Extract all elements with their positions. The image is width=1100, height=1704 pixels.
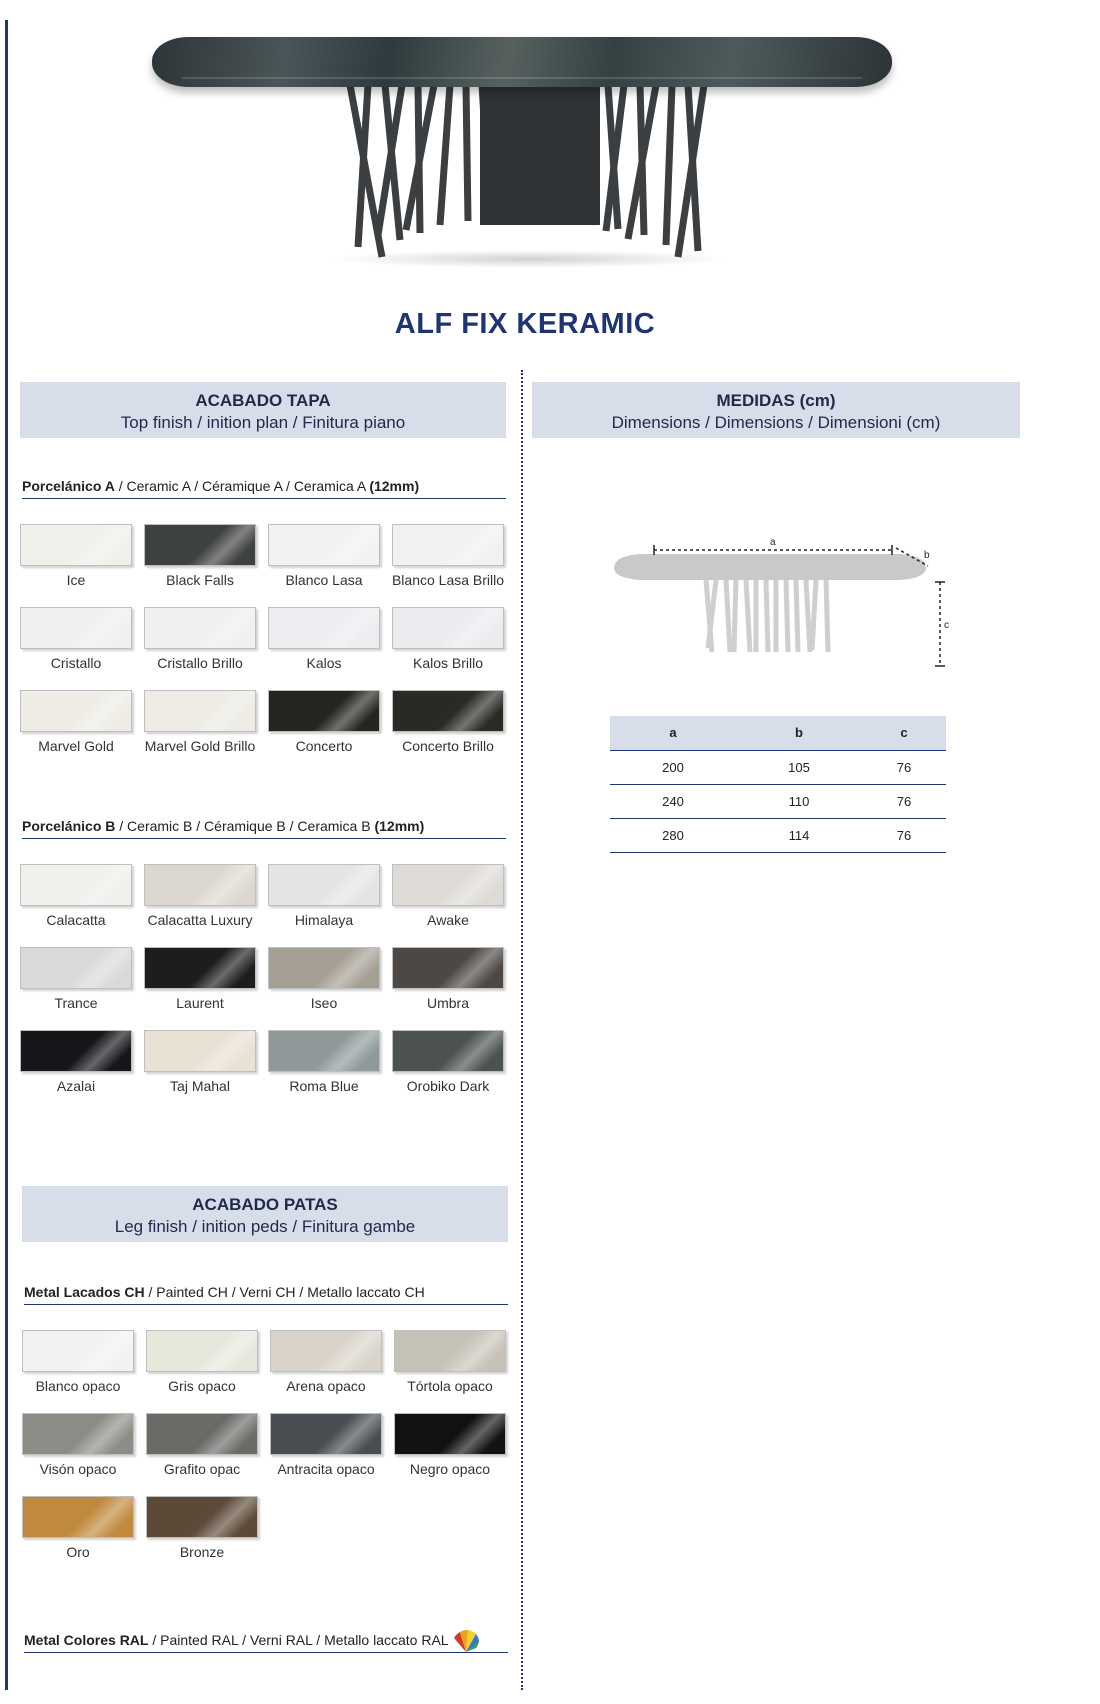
finish-swatch-label: Visón opaco bbox=[39, 1461, 117, 1477]
ceramic-a-thickness: (12mm) bbox=[369, 478, 420, 494]
table-cell: 200 bbox=[610, 750, 736, 784]
ceramic-a-label-rest: / Ceramic A / Céramique A / Ceramica A bbox=[114, 478, 370, 494]
finish-swatch[interactable] bbox=[392, 690, 504, 732]
finish-swatch[interactable] bbox=[268, 1030, 380, 1072]
finish-swatch[interactable] bbox=[146, 1413, 258, 1455]
finish-swatch-label: Concerto bbox=[295, 738, 353, 754]
finish-swatch-label: Iseo bbox=[310, 995, 338, 1011]
finish-swatch[interactable] bbox=[144, 864, 256, 906]
finish-swatch-label: Antracita opaco bbox=[277, 1461, 375, 1477]
finish-swatch[interactable] bbox=[22, 1413, 134, 1455]
finish-swatch-label: Awake bbox=[427, 912, 469, 928]
col-header-a: a bbox=[610, 716, 736, 750]
column-divider bbox=[521, 370, 523, 1690]
table-top bbox=[152, 37, 892, 87]
finish-swatch[interactable] bbox=[392, 947, 504, 989]
finish-swatch-label: Cristallo Brillo bbox=[157, 655, 243, 671]
finish-swatch[interactable] bbox=[144, 524, 256, 566]
leg-finish-header bbox=[22, 1186, 508, 1242]
finish-swatch[interactable] bbox=[392, 524, 504, 566]
finish-swatch[interactable] bbox=[20, 690, 132, 732]
finish-swatch-label: Blanco Lasa bbox=[285, 572, 363, 588]
dimensions-subheading: Dimensions / Dimensions / Dimensioni (cm) bbox=[611, 413, 941, 432]
finish-swatch[interactable] bbox=[268, 690, 380, 732]
painted-ch-label-rest: / Painted CH / Verni CH / Metallo laccato CH bbox=[144, 1284, 425, 1300]
finish-swatch[interactable] bbox=[268, 947, 380, 989]
leg-finish-heading: ACABADO PATAS bbox=[192, 1195, 338, 1214]
finish-swatch-label: Cristallo bbox=[50, 655, 102, 671]
finish-swatch[interactable] bbox=[392, 1030, 504, 1072]
ral-color-fan-icon bbox=[452, 1628, 480, 1654]
finish-swatch[interactable] bbox=[146, 1330, 258, 1372]
finish-swatch[interactable] bbox=[144, 607, 256, 649]
painted-ch-label bbox=[24, 1284, 508, 1305]
finish-swatch-label: Tórtola opaco bbox=[407, 1378, 493, 1394]
painted-ch-label-bold: Metal Lacados CH bbox=[24, 1284, 145, 1300]
finish-swatch[interactable] bbox=[394, 1413, 506, 1455]
finish-swatch-label: Kalos bbox=[306, 655, 342, 671]
table-row bbox=[610, 750, 946, 784]
left-border-rule bbox=[5, 20, 8, 1690]
painted-ral-label-bold: Metal Colores RAL bbox=[24, 1632, 149, 1648]
finish-swatch-label: Azalai bbox=[56, 1078, 96, 1094]
painted-ral-label-rest: / Painted RAL / Verni RAL / Metallo laccato RAL bbox=[148, 1632, 449, 1648]
table-cell: 105 bbox=[736, 750, 862, 784]
finish-swatch-label: Trance bbox=[54, 995, 98, 1011]
finish-swatch-label: Negro opaco bbox=[409, 1461, 491, 1477]
finish-swatch-label: Marvel Gold bbox=[38, 738, 114, 754]
finish-swatch-label: Orobiko Dark bbox=[406, 1078, 490, 1094]
table-cell: 280 bbox=[610, 818, 736, 852]
product-title: ALF FIX KERAMIC bbox=[394, 308, 656, 340]
finish-swatch[interactable] bbox=[270, 1413, 382, 1455]
table-row bbox=[610, 818, 946, 852]
ceramic-a-label-bold: Porcelánico A bbox=[22, 478, 115, 494]
finish-swatch-label: Ice bbox=[66, 572, 86, 588]
finish-swatch-label: Gris opaco bbox=[168, 1378, 236, 1394]
finish-swatch-label: Concerto Brillo bbox=[402, 738, 494, 754]
finish-swatch[interactable] bbox=[20, 607, 132, 649]
ceramic-a-label bbox=[22, 478, 506, 499]
dimensions-heading: MEDIDAS (cm) bbox=[716, 391, 836, 410]
finish-swatch-label: Grafito opac bbox=[163, 1461, 241, 1477]
finish-swatch-label: Blanco Lasa Brillo bbox=[391, 572, 505, 588]
finish-swatch[interactable] bbox=[144, 690, 256, 732]
table-cell: 76 bbox=[862, 818, 946, 852]
top-finish-heading: ACABADO TAPA bbox=[195, 391, 331, 410]
finish-swatch[interactable] bbox=[20, 524, 132, 566]
finish-swatch[interactable] bbox=[22, 1330, 134, 1372]
finish-swatch-label: Taj Mahal bbox=[170, 1078, 230, 1094]
finish-swatch-label: Marvel Gold Brillo bbox=[144, 738, 256, 754]
finish-swatch-label: Umbra bbox=[426, 995, 469, 1011]
finish-swatch[interactable] bbox=[20, 1030, 132, 1072]
diagram-label-a: a bbox=[770, 537, 776, 548]
finish-swatch-label: Kalos Brillo bbox=[412, 655, 484, 671]
ceramic-b-label-bold: Porcelánico B bbox=[22, 818, 116, 834]
finish-swatch[interactable] bbox=[394, 1330, 506, 1372]
col-header-b: b bbox=[736, 716, 862, 750]
col-header-c: c bbox=[862, 716, 946, 750]
finish-swatch-label: Roma Blue bbox=[289, 1078, 359, 1094]
finish-swatch-label: Arena opaco bbox=[286, 1378, 366, 1394]
painted-ral-label bbox=[24, 1632, 508, 1653]
table-cell: 76 bbox=[862, 750, 946, 784]
finish-swatch[interactable] bbox=[392, 607, 504, 649]
dimensions-table-header bbox=[610, 716, 946, 750]
finish-swatch-label: Calacatta Luxury bbox=[147, 912, 253, 928]
finish-swatch[interactable] bbox=[20, 947, 132, 989]
ceramic-b-label-rest: / Ceramic B / Céramique B / Ceramica B bbox=[115, 818, 375, 834]
diagram-label-b: b bbox=[924, 550, 930, 561]
finish-swatch-label: Calacatta bbox=[46, 912, 106, 928]
table-cell: 76 bbox=[862, 784, 946, 818]
top-finish-header bbox=[20, 382, 506, 438]
leg-finish-subheading: Leg finish / inition peds / Finitura gambe bbox=[114, 1217, 416, 1236]
table-cell: 114 bbox=[736, 818, 862, 852]
ceramic-b-thickness: (12mm) bbox=[374, 818, 425, 834]
table-cell: 110 bbox=[736, 784, 862, 818]
ceramic-b-label bbox=[22, 818, 506, 839]
finish-swatch[interactable] bbox=[146, 1496, 258, 1538]
finish-swatch[interactable] bbox=[144, 947, 256, 989]
product-image bbox=[150, 25, 910, 275]
finish-swatch-label: Oro bbox=[66, 1544, 90, 1560]
table-cell: 240 bbox=[610, 784, 736, 818]
finish-swatch[interactable] bbox=[22, 1496, 134, 1538]
diagram-label-c: c bbox=[944, 620, 949, 631]
finish-swatch-label: Himalaya bbox=[294, 912, 354, 928]
dimension-diagram bbox=[600, 530, 960, 680]
finish-swatch[interactable] bbox=[144, 1030, 256, 1072]
finish-swatch-label: Blanco opaco bbox=[35, 1378, 121, 1394]
finish-swatch-label: Laurent bbox=[176, 995, 224, 1011]
finish-swatch[interactable] bbox=[268, 607, 380, 649]
finish-swatch-label: Bronze bbox=[179, 1544, 225, 1560]
table-row bbox=[610, 784, 946, 818]
top-finish-subheading: Top finish / inition plan / Finitura piano bbox=[120, 413, 406, 432]
finish-swatch[interactable] bbox=[392, 864, 504, 906]
finish-swatch[interactable] bbox=[270, 1330, 382, 1372]
finish-swatch[interactable] bbox=[268, 864, 380, 906]
dimensions-table bbox=[610, 716, 946, 853]
finish-swatch[interactable] bbox=[268, 524, 380, 566]
finish-swatch[interactable] bbox=[20, 864, 132, 906]
dimensions-header bbox=[532, 382, 1020, 438]
finish-swatch-label: Black Falls bbox=[166, 572, 234, 588]
